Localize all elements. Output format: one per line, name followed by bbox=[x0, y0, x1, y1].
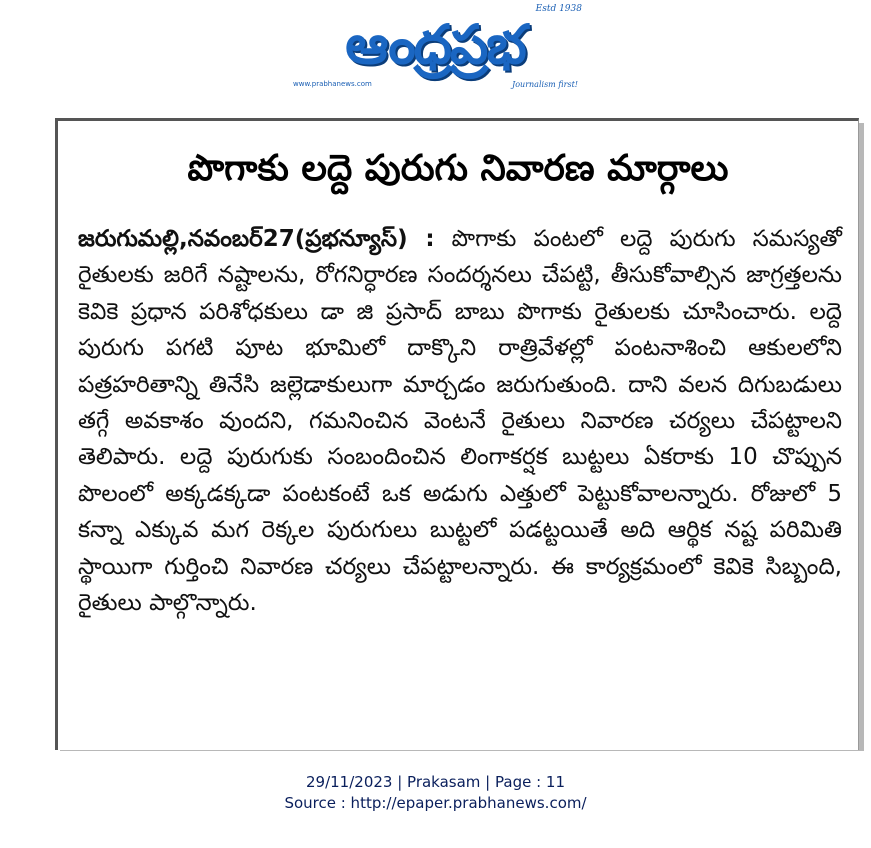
website-label: www.prabhanews.com bbox=[293, 80, 372, 88]
source-url: Source : http://epaper.prabhanews.com/ bbox=[284, 794, 587, 812]
article-body bbox=[78, 221, 842, 621]
article-text: పొగాకు పంటలో లద్దె పురుగు సమస్యతో రైతులకు జరిగే నష్టాలను, రోగనిర్ధారణ సందర్శనలు చేపట్టి, తీసుకోవాల్సిన జాగ్రత్తలను కెవికె ప్రధాన పరిశోధకులు డా జి ప్రసాద్ బాబు పొగాకు రైతులకు చూసించారు. లద్దె పురుగు పగటి పూట భూమిలో దాక్కొని రాత్రివేళల్లో పంటనాశించి ఆకులలోని పత్రహరితాన్ని తినేసి జల్లెడాకులుగా మార్చడం జరుగుతుంది. దాని వలన దిగుబడులు తగ్గే అవకాశం వుందని, గమనించిన వెంటనే రైతులు నివారణ చర్యలు చేపట్టాలని తెలిపారు. లద్దె పురుగుకు సంబందించిన లింగాకర్షక బుట్టలు ఏకరాకు 10 చొప్పున పొలంలో అక్కడక్కడా పంటకంటే ఒక అడుగు ఎత్తులో పెట్టుకోవాలన్నారు. రోజులో 5 కన్నా ఎక్కువ మగ రెక్కల పురుగులు బుట్టలో పడట్టయితే అది ఆర్థిక నష్ట పరిమితి స్థాయిగా గుర్తించి నివారణ చర్యలు చేపట్టాలన్నారు. ఈ కార్యక్రమంలో కెవికె సిబ్బంది, రైతులు పాల్గొన్నారు. bbox=[78, 226, 842, 617]
newspaper-logo: ఆంధ్రప్రభ bbox=[345, 13, 525, 76]
article-dateline: జరుగుమల్లి,నవంబర్27(ప్రభన్యూస్) : bbox=[78, 226, 435, 252]
newspaper-masthead bbox=[285, 4, 590, 96]
publication-info: 29/11/2023 | Prakasam | Page : 11 bbox=[306, 773, 565, 791]
article-headline: పొగాకు లద్దె పురుగు నివారణ మార్గాలు bbox=[187, 148, 729, 189]
tagline: Journalism first! bbox=[512, 80, 578, 89]
established-year: Estd 1938 bbox=[535, 4, 582, 14]
news-clipping bbox=[55, 118, 859, 750]
source-footer bbox=[0, 772, 871, 814]
